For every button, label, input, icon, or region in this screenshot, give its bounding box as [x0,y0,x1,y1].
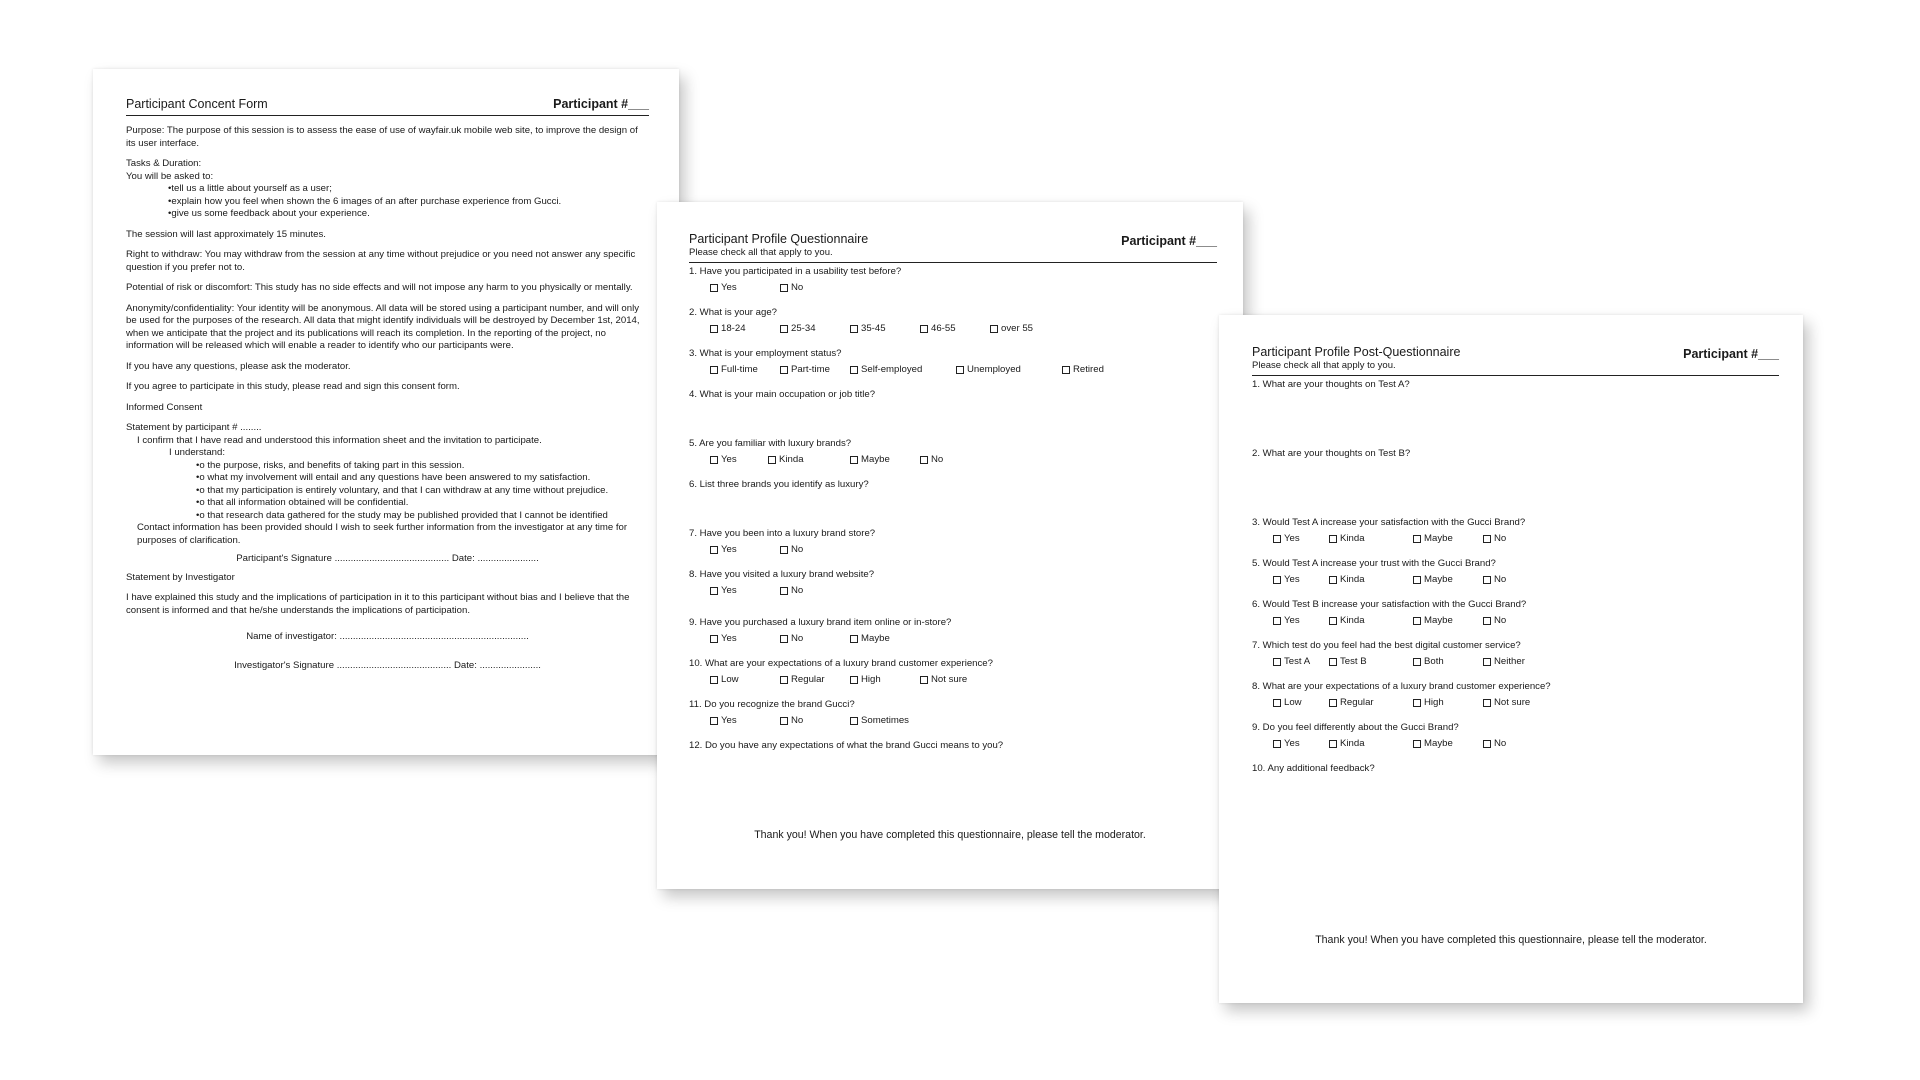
question-text: 10. Any additional feedback? [1252,763,1375,774]
option-label: No [1494,574,1507,585]
profile-thanks: Thank you! When you have completed this questionnaire, please tell the moderator. [754,829,1146,841]
profile-title: Participant Profile Questionnaire [689,232,869,246]
option-label: 25-34 [791,323,816,334]
checkbox[interactable] [1273,535,1281,543]
investigator-name-line: Name of investigator: ....................................................................... [246,631,529,642]
post-header [1252,345,1779,376]
checkbox-option[interactable] [1273,574,1329,585]
purpose-text: Purpose: The purpose of this session is to assess the ease of use of wayfair.uk mobile web site, to improve the design of its user interface. [126,125,638,149]
checkbox-option[interactable] [780,674,850,685]
option-label: Kinda [779,454,804,465]
question-text: 6. List three brands you identify as luxury? [689,479,869,490]
question-text: 2. What is your age? [689,307,777,318]
option-label: Both [1424,656,1444,667]
question-block [1252,517,1779,545]
checkbox-option[interactable] [1329,697,1413,708]
checkbox[interactable] [850,456,858,464]
post-subtitle: Please check all that apply to you. [1252,360,1396,371]
option-label: Self-employed [861,364,923,375]
checkbox[interactable] [780,546,788,554]
question-block [1252,379,1779,391]
question-text: 1. Have you participated in a usability test before? [689,266,902,277]
checkbox-option[interactable] [850,674,920,685]
checkbox[interactable] [1483,740,1491,748]
option-label: Full-time [721,364,758,375]
question-text: 10. What are your expectations of a luxury brand customer experience? [689,658,993,669]
checkbox[interactable] [956,366,964,374]
checkbox[interactable] [1483,576,1491,584]
checkbox[interactable] [850,635,858,643]
option-label: Low [721,674,739,685]
option-label: Maybe [861,454,890,465]
option-label: No [791,544,804,555]
checkbox[interactable] [768,456,776,464]
question-block [1252,722,1779,750]
checkbox[interactable] [780,676,788,684]
consent-body [126,125,649,672]
list-item: • tell us a little about yourself as a user; [168,183,649,196]
question-block [689,438,1217,466]
checkbox-option[interactable] [710,544,780,555]
checkbox-option[interactable] [1413,574,1483,585]
option-label: Regular [1340,697,1374,708]
option-label: No [791,282,804,293]
question-block [689,348,1217,376]
checkbox[interactable] [1483,699,1491,707]
option-label: 18-24 [721,323,746,334]
checkbox-option[interactable] [1413,533,1483,544]
question-text: 8. What are your expectations of a luxury brand customer experience? [1252,681,1551,692]
question-text: 8. Have you visited a luxury brand website? [689,569,875,580]
option-label: Yes [721,715,737,726]
question-block [689,699,1217,727]
checkbox[interactable] [1413,576,1421,584]
checkbox[interactable] [780,635,788,643]
option-label: Maybe [1424,533,1453,544]
option-label: Kinda [1340,574,1365,585]
question-block [689,617,1217,645]
question-text: 1. What are your thoughts on Test A? [1252,379,1410,390]
option-label: Maybe [861,633,890,644]
question-block [689,740,1217,752]
option-label: No [791,633,804,644]
checkbox-option[interactable] [850,633,920,644]
participant-number: Participant #___ [1121,234,1217,248]
option-label: Maybe [1424,738,1453,749]
option-label: No [1494,738,1507,749]
participant-number: Participant #___ [1683,347,1779,361]
options-row [689,632,1217,645]
list-item: • give us some feedback about your experience. [168,208,649,221]
checkbox-option[interactable] [780,544,850,555]
question-text: 11. Do you recognize the brand Gucci? [689,699,855,710]
checkbox[interactable] [710,546,718,554]
anonymity-text: Anonymity/confidentiality: Your identity will be anonymous. All data will be stored using a participant number, and will only be used for the purposes of the research. All data that might identify individuals will be destroyed by December 1st, 2014, when we anticipate that the project and its publications will reach its completion. In the reporting of the project, no information will be released which will enable a reader to identify who our participants were. [126,302,640,351]
profile-subtitle: Please check all that apply to you. [689,247,833,258]
question-block [1252,558,1779,586]
checkbox-option[interactable] [1483,615,1533,626]
consent-form-title: Participant Concent Form [126,97,268,111]
checkbox[interactable] [1329,576,1337,584]
question-text: 6. Would Test B increase your satisfaction with the Gucci Brand? [1252,599,1527,610]
risk-text: Potential of risk or discomfort: This study has no side effects and will not impose any harm to you physically or mentally. [126,282,633,293]
question-block [1252,763,1779,775]
checkbox-option[interactable] [1483,738,1533,749]
checkbox-option[interactable] [850,454,920,465]
option-label: Neither [1494,656,1525,667]
options-row [689,322,1217,335]
investigator-signature-line: Investigator's Signature ........................................... Date: ....................... [234,659,541,671]
question-block [689,479,1217,491]
checkbox-option[interactable] [850,715,930,726]
checkbox-option[interactable] [1329,615,1413,626]
list-item: • o that my participation is entirely voluntary, and that I can withdraw at any time without prejudice. [196,485,649,498]
option-label: Kinda [1340,615,1365,626]
consent-form-page [93,69,679,755]
options-row [689,673,1217,686]
options-row [1252,696,1779,709]
checkbox[interactable] [1413,535,1421,543]
checkbox[interactable] [920,325,928,333]
informed-consent-heading: Informed Consent [126,401,203,413]
option-label: Yes [721,454,737,465]
participant-number: Participant #___ [553,97,649,111]
checkbox-option[interactable] [1329,738,1413,749]
option-label: 35-45 [861,323,886,334]
option-label: Unemployed [967,364,1021,375]
question-block [689,307,1217,335]
checkbox[interactable] [780,325,788,333]
statement-participant: Statement by participant # ........ [126,422,262,433]
option-label: Yes [721,633,737,644]
option-label: Yes [1284,574,1300,585]
checkbox[interactable] [780,284,788,292]
checkbox-option[interactable] [920,323,990,334]
checkbox[interactable] [1273,617,1281,625]
contact-text: Contact information has been provided should I wish to seek further information from the investigator at any time for purposes of clarification. [137,522,628,546]
option-label: Sometimes [861,715,909,726]
post-title: Participant Profile Post-Questionnaire [1252,345,1461,359]
tasks-intro: You will be asked to: [126,170,214,182]
option-label: 46-55 [931,323,956,334]
question-block [1252,681,1779,709]
checkbox[interactable] [1329,535,1337,543]
options-row [689,543,1217,556]
checkbox-option[interactable] [768,454,850,465]
checkbox[interactable] [780,587,788,595]
questions-text: If you have any questions, please ask the moderator. [126,360,351,372]
list-item: • o what my involvement will entail and any questions have been answered to my satisfaction. [196,472,649,485]
question-block [689,266,1217,294]
profile-header [689,232,1217,263]
checkbox-option[interactable] [780,364,850,375]
checkbox-option[interactable] [1273,615,1329,626]
checkbox-option[interactable] [710,633,780,644]
question-block [689,658,1217,686]
options-row [1252,532,1779,545]
option-label: Yes [721,585,737,596]
checkbox-option[interactable] [1413,738,1483,749]
list-item: • o the purpose, risks, and benefits of taking part in this session. [196,460,649,473]
checkbox-option[interactable] [1062,364,1142,375]
checkbox-option[interactable] [710,585,780,596]
question-block [689,389,1217,401]
option-label: Regular [791,674,825,685]
question-text: 12. Do you have any expectations of what the brand Gucci means to you? [689,740,1004,751]
checkbox[interactable] [1273,576,1281,584]
question-text: 9. Have you purchased a luxury brand item online or in-store? [689,617,952,628]
checkbox[interactable] [1483,658,1491,666]
checkbox-option[interactable] [780,323,850,334]
understand-text: I understand: [169,447,226,458]
options-row [689,714,1217,727]
checkbox[interactable] [1413,658,1421,666]
checkbox-option[interactable] [710,323,780,334]
checkbox-option[interactable] [710,715,780,726]
checkbox-option[interactable] [1483,574,1533,585]
list-item: • o that all information obtained will be confidential. [196,497,649,510]
checkbox[interactable] [1062,366,1070,374]
checkbox[interactable] [780,366,788,374]
option-label: Kinda [1340,738,1365,749]
checkbox-option[interactable] [710,282,780,293]
question-block [1252,640,1779,668]
option-label: Test B [1340,656,1367,667]
checkbox-option[interactable] [710,674,780,685]
checkbox[interactable] [710,676,718,684]
option-label: Kinda [1340,533,1365,544]
checkbox-option[interactable] [1273,656,1329,667]
checkbox-option[interactable] [1273,697,1329,708]
question-text: 9. Do you feel differently about the Gucci Brand? [1252,722,1459,733]
checkbox[interactable] [1273,658,1281,666]
question-text: 7. Which test do you feel had the best digital customer service? [1252,640,1521,651]
checkbox-option[interactable] [1483,533,1533,544]
checkbox-option[interactable] [780,585,850,596]
checkbox-option[interactable] [1329,656,1413,667]
checkbox[interactable] [1483,535,1491,543]
option-label: over 55 [1001,323,1033,334]
checkbox[interactable] [850,676,858,684]
list-item: • o that research data gathered for the study may be published provided that I cannot be identified [196,510,649,523]
question-text: 5. Are you familiar with luxury brands? [689,438,852,449]
post-questionnaire-page [1219,315,1803,1003]
option-label: Yes [1284,615,1300,626]
question-text: 3. Would Test A increase your satisfaction with the Gucci Brand? [1252,517,1526,528]
option-label: Maybe [1424,615,1453,626]
option-label: High [861,674,881,685]
options-row [1252,737,1779,750]
question-block [1252,448,1779,460]
option-label: Low [1284,697,1302,708]
checkbox[interactable] [850,366,858,374]
options-row [689,453,1217,466]
checkbox[interactable] [710,587,718,595]
checkbox[interactable] [920,676,928,684]
options-row [1252,573,1779,586]
option-label: Maybe [1424,574,1453,585]
checkbox[interactable] [1413,740,1421,748]
checkbox-option[interactable] [780,633,850,644]
checkbox[interactable] [1329,740,1337,748]
question-text: 7. Have you been into a luxury brand store? [689,528,876,539]
duration-text: The session will last approximately 15 minutes. [126,228,326,240]
checkbox-option[interactable] [1483,656,1543,667]
question-block [689,528,1217,556]
checkbox[interactable] [710,366,718,374]
option-label: No [931,454,944,465]
checkbox-option[interactable] [710,454,768,465]
checkbox[interactable] [850,325,858,333]
checkbox[interactable] [1329,658,1337,666]
checkbox-option[interactable] [1329,533,1413,544]
checkbox[interactable] [1329,699,1337,707]
checkbox[interactable] [710,456,718,464]
question-text: 2. What are your thoughts on Test B? [1252,448,1411,459]
checkbox-option[interactable] [1329,574,1413,585]
option-label: No [791,585,804,596]
options-row [689,281,1217,294]
post-thanks: Thank you! When you have completed this questionnaire, please tell the moderator. [1315,934,1707,946]
statement-investigator: Statement by Investigator [126,571,235,583]
option-label: Retired [1073,364,1104,375]
withdraw-text: Right to withdraw: You may withdraw from the session at any time without prejudice or you need not answer any specific question if you prefer not to. [126,249,636,273]
question-block [689,569,1217,597]
option-label: No [791,715,804,726]
confirm-text: I confirm that I have read and understood this information sheet and the invitation to participate. [137,434,542,446]
checkbox-option[interactable] [1413,697,1483,708]
option-label: Not sure [1494,697,1531,708]
option-label: No [1494,615,1507,626]
checkbox-option[interactable] [920,674,990,685]
explained-text: I have explained this study and the implications of participation in it to this participant without bias and I believe that the consent is informed and that he/she understands the implications of participation. [126,592,630,616]
question-block [1252,599,1779,627]
options-row [1252,655,1779,668]
post-questions [1252,379,1779,775]
checkbox[interactable] [920,456,928,464]
option-label: Part-time [791,364,830,375]
checkbox[interactable] [1273,699,1281,707]
checkbox-option[interactable] [990,323,1060,334]
checkbox[interactable] [780,717,788,725]
checkbox-option[interactable] [850,323,920,334]
options-row [689,584,1217,597]
checkbox[interactable] [1413,617,1421,625]
question-text: 5. Would Test A increase your trust with the Gucci Brand? [1252,558,1496,569]
checkbox[interactable] [1329,617,1337,625]
understand-list [126,460,649,523]
options-row [1252,614,1779,627]
option-label: No [1494,533,1507,544]
checkbox-option[interactable] [780,282,850,293]
question-text: 3. What is your employment status? [689,348,842,359]
option-label: Not sure [931,674,968,685]
checkbox-option[interactable] [1273,533,1329,544]
checkbox[interactable] [1273,740,1281,748]
checkbox-option[interactable] [710,364,780,375]
question-text: 4. What is your main occupation or job title? [689,389,876,400]
checkbox-option[interactable] [920,454,980,465]
option-label: Yes [721,282,737,293]
option-label: Yes [1284,533,1300,544]
option-label: High [1424,697,1444,708]
option-label: Yes [721,544,737,555]
checkbox[interactable] [710,284,718,292]
consent-form-header [126,97,649,116]
options-row [689,363,1217,376]
checkbox[interactable] [710,325,718,333]
checkbox[interactable] [990,325,998,333]
checkbox-option[interactable] [1483,697,1553,708]
checkbox[interactable] [710,717,718,725]
checkbox-option[interactable] [1273,738,1329,749]
checkbox[interactable] [850,717,858,725]
checkbox[interactable] [1483,617,1491,625]
checkbox-option[interactable] [780,715,850,726]
checkbox-option[interactable] [956,364,1062,375]
option-label: Yes [1284,738,1300,749]
profile-questionnaire-page [657,202,1243,889]
checkbox[interactable] [710,635,718,643]
participant-signature-line: Participant's Signature ........................................... Date: ....................... [236,553,539,564]
checkbox[interactable] [1413,699,1421,707]
list-item: • explain how you feel when shown the 6 images of an after purchase experience from Gucci. [168,196,649,209]
agree-text: If you agree to participate in this study, please read and sign this consent form. [126,381,460,392]
checkbox-option[interactable] [1413,656,1483,667]
checkbox-option[interactable] [850,364,956,375]
checkbox-option[interactable] [1413,615,1483,626]
tasks-list [126,183,649,221]
option-label: Test A [1284,656,1311,667]
profile-questions [689,266,1217,752]
tasks-heading: Tasks & Duration: [126,158,202,169]
